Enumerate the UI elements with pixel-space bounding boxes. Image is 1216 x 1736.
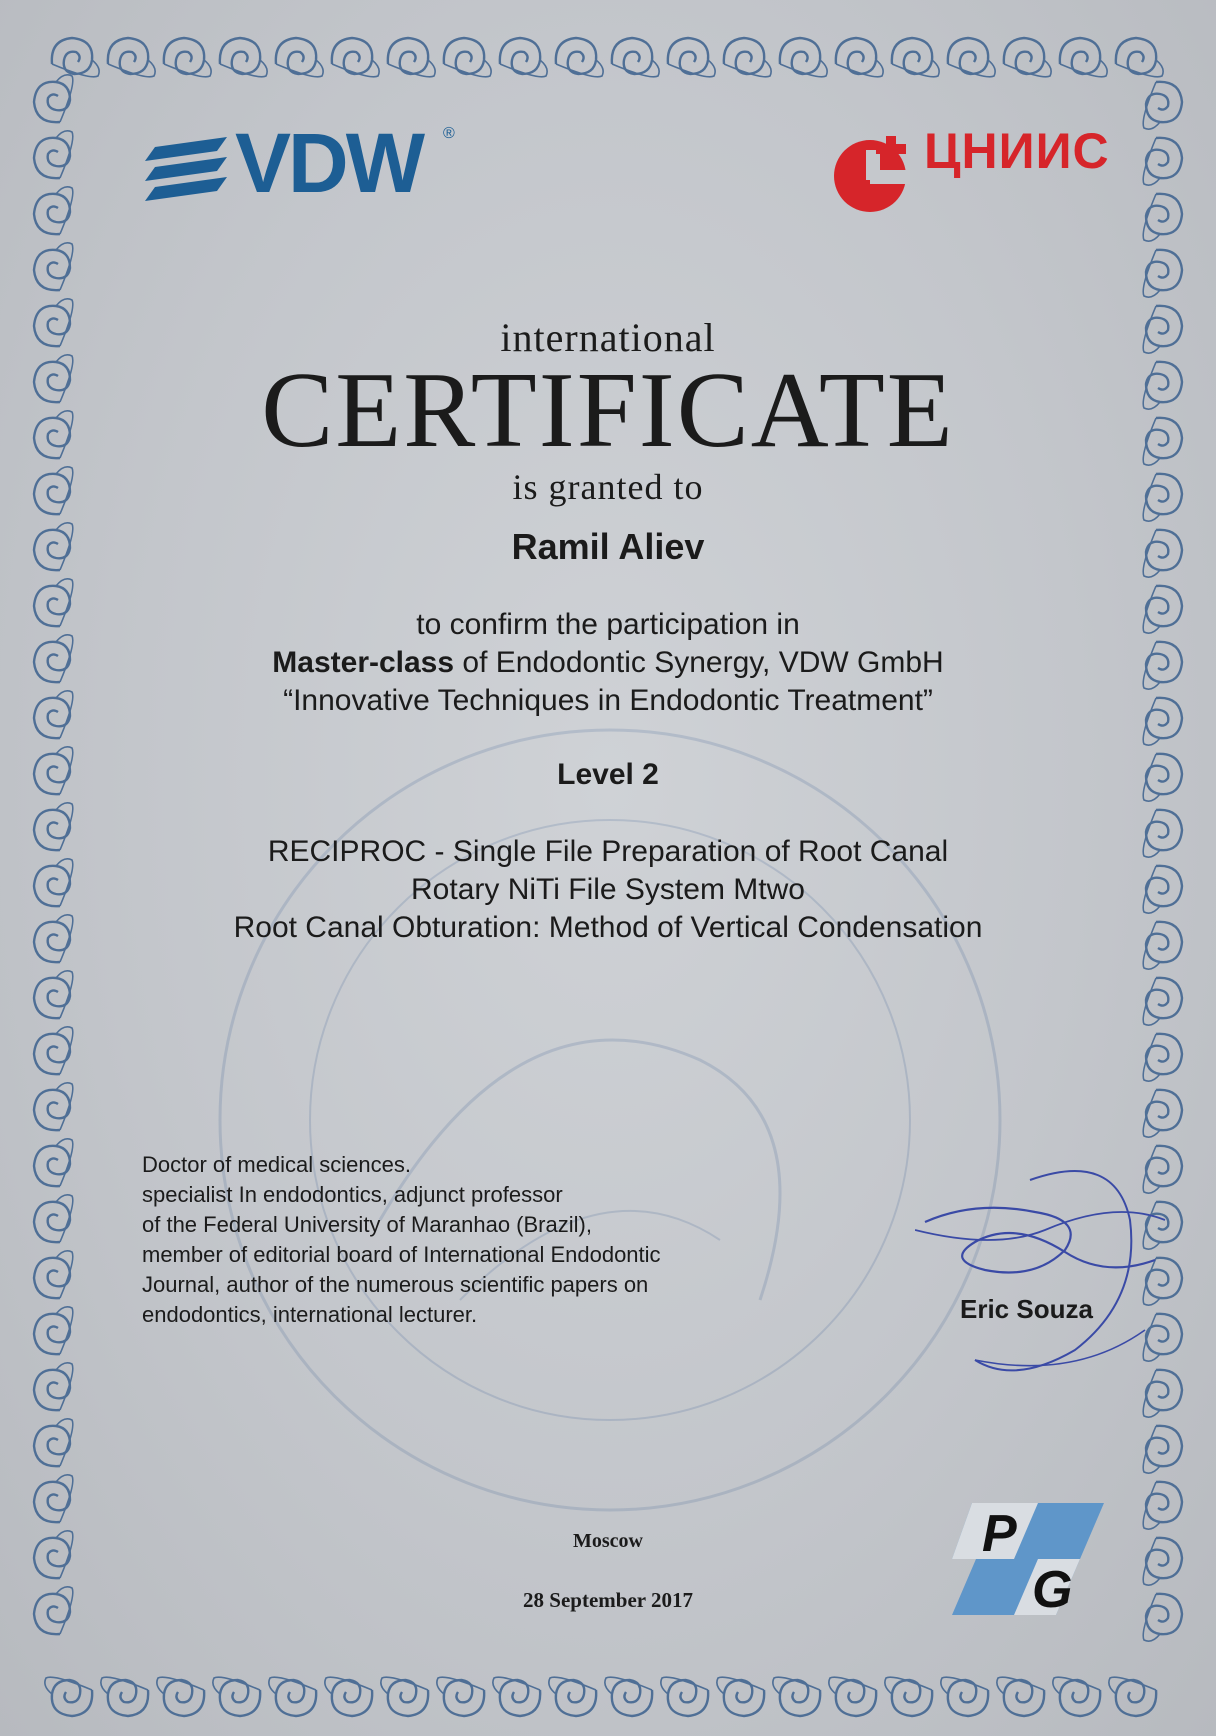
shell-ornament	[325, 1677, 372, 1716]
shell-ornament	[332, 38, 379, 77]
bio-line: endodontics, international lecturer.	[142, 1302, 478, 1327]
pg-logo	[952, 1503, 1104, 1615]
bio-line: specialist In endodontics, adjunct professor	[142, 1182, 563, 1207]
shell-ornament	[52, 38, 99, 77]
shell-ornament	[34, 1363, 73, 1410]
signatory-name: Eric Souza	[960, 1294, 1093, 1324]
shell-ornament	[381, 1677, 428, 1716]
course-rest: of Endodontic Synergy, VDW GmbH	[454, 646, 944, 679]
shell-ornament	[269, 1677, 316, 1716]
bio-line: member of editorial board of International Endodontic	[142, 1242, 661, 1267]
shell-ornament	[1004, 38, 1051, 77]
shell-ornament	[34, 1419, 73, 1466]
shell-ornament	[164, 38, 211, 77]
cniis-logo	[828, 123, 1128, 216]
topic-item: RECIPROC - Single File Preparation of Root Canal	[267, 835, 949, 868]
shell-ornament	[1143, 138, 1182, 185]
shell-ornament	[1143, 1426, 1182, 1473]
course-level: Level 2	[557, 758, 659, 791]
pre-title: international	[500, 315, 716, 360]
shell-ornament	[34, 1195, 73, 1242]
shell-ornament	[1143, 1034, 1182, 1081]
shell-ornament	[661, 1677, 708, 1716]
shell-ornament	[1143, 978, 1182, 1025]
shell-ornament	[780, 38, 827, 77]
topic-item: Rotary NiTi File System Mtwo	[411, 873, 805, 906]
shell-ornament	[157, 1677, 204, 1716]
vdw-wave-icon	[145, 137, 235, 207]
registered-mark: ®	[443, 125, 455, 142]
granted-line: is granted to	[512, 467, 704, 507]
shell-ornament	[276, 38, 323, 77]
shell-ornament	[941, 1677, 988, 1716]
shell-ornament	[34, 1251, 73, 1298]
shell-ornament	[1060, 38, 1107, 77]
shell-ornament	[34, 1307, 73, 1354]
shell-ornament	[829, 1677, 876, 1716]
shell-ornament	[1109, 1677, 1156, 1716]
shell-ornament	[997, 1677, 1044, 1716]
shell-ornament	[892, 38, 939, 77]
vdw-logo	[145, 116, 465, 210]
shell-ornament	[34, 971, 73, 1018]
shell-ornament	[437, 1677, 484, 1716]
shell-ornament	[34, 187, 73, 234]
shell-ornament	[1143, 1482, 1182, 1529]
confirm-line: to confirm the participation in	[416, 608, 800, 641]
shell-ornament	[1143, 194, 1182, 241]
shell-ornament	[101, 1677, 148, 1716]
shell-ornament	[500, 38, 547, 77]
shell-ornament	[948, 38, 995, 77]
signatory-bio	[142, 1150, 762, 1330]
shell-ornament	[612, 38, 659, 77]
shell-ornament	[34, 1475, 73, 1522]
shell-ornament	[34, 1083, 73, 1130]
shell-ornament	[1116, 38, 1163, 77]
certificate-title: CERTIFICATE	[261, 351, 955, 470]
shell-ornament	[220, 38, 267, 77]
course-title: “Innovative Techniques in Endodontic Treatment”	[283, 684, 933, 717]
issue-date: 28 September 2017	[523, 1588, 693, 1612]
shell-ornament	[549, 1677, 596, 1716]
shell-ornament	[34, 1139, 73, 1186]
city: Moscow	[573, 1530, 643, 1552]
vdw-logo-text: VDW	[235, 116, 422, 210]
bio-line: Doctor of medical sciences.	[142, 1152, 411, 1177]
shell-ornament	[388, 38, 435, 77]
shell-ornament	[45, 1677, 92, 1716]
shell-ornament	[1143, 250, 1182, 297]
svg-text:G: G	[1032, 1561, 1073, 1615]
shell-ornament	[668, 38, 715, 77]
participation-block	[0, 606, 1216, 720]
cniis-emblem-icon	[828, 132, 928, 222]
shell-ornament	[885, 1677, 932, 1716]
shell-ornament	[34, 1027, 73, 1074]
shell-ornament	[444, 38, 491, 77]
shell-ornament	[34, 75, 73, 122]
bio-line: of the Federal University of Maranhao (Brazil),	[142, 1212, 592, 1237]
shell-ornament	[1143, 1090, 1182, 1137]
course-bold: Master-class	[272, 646, 455, 679]
shell-ornament	[108, 38, 155, 77]
course-line	[0, 644, 1216, 682]
shell-ornament	[556, 38, 603, 77]
topic-item: Root Canal Obturation: Method of Vertical Condensation	[233, 911, 983, 944]
shell-ornament	[34, 131, 73, 178]
shell-ornament	[213, 1677, 260, 1716]
shell-ornament	[605, 1677, 652, 1716]
bio-line: Journal, author of the numerous scientific papers on	[142, 1272, 649, 1297]
shell-ornament	[717, 1677, 764, 1716]
shell-ornament	[1143, 82, 1182, 129]
shell-ornament	[724, 38, 771, 77]
recipient-name: Ramil Aliev	[511, 526, 705, 567]
shell-ornament	[1053, 1677, 1100, 1716]
shell-ornament	[773, 1677, 820, 1716]
shell-ornament	[34, 243, 73, 290]
shell-ornament	[493, 1677, 540, 1716]
handwritten-signature	[915, 1160, 1175, 1390]
topics-list	[0, 833, 1216, 947]
svg-text:P: P	[982, 1505, 1017, 1563]
cniis-logo-text: ЦНИИС	[924, 123, 1110, 179]
shell-ornament	[836, 38, 883, 77]
